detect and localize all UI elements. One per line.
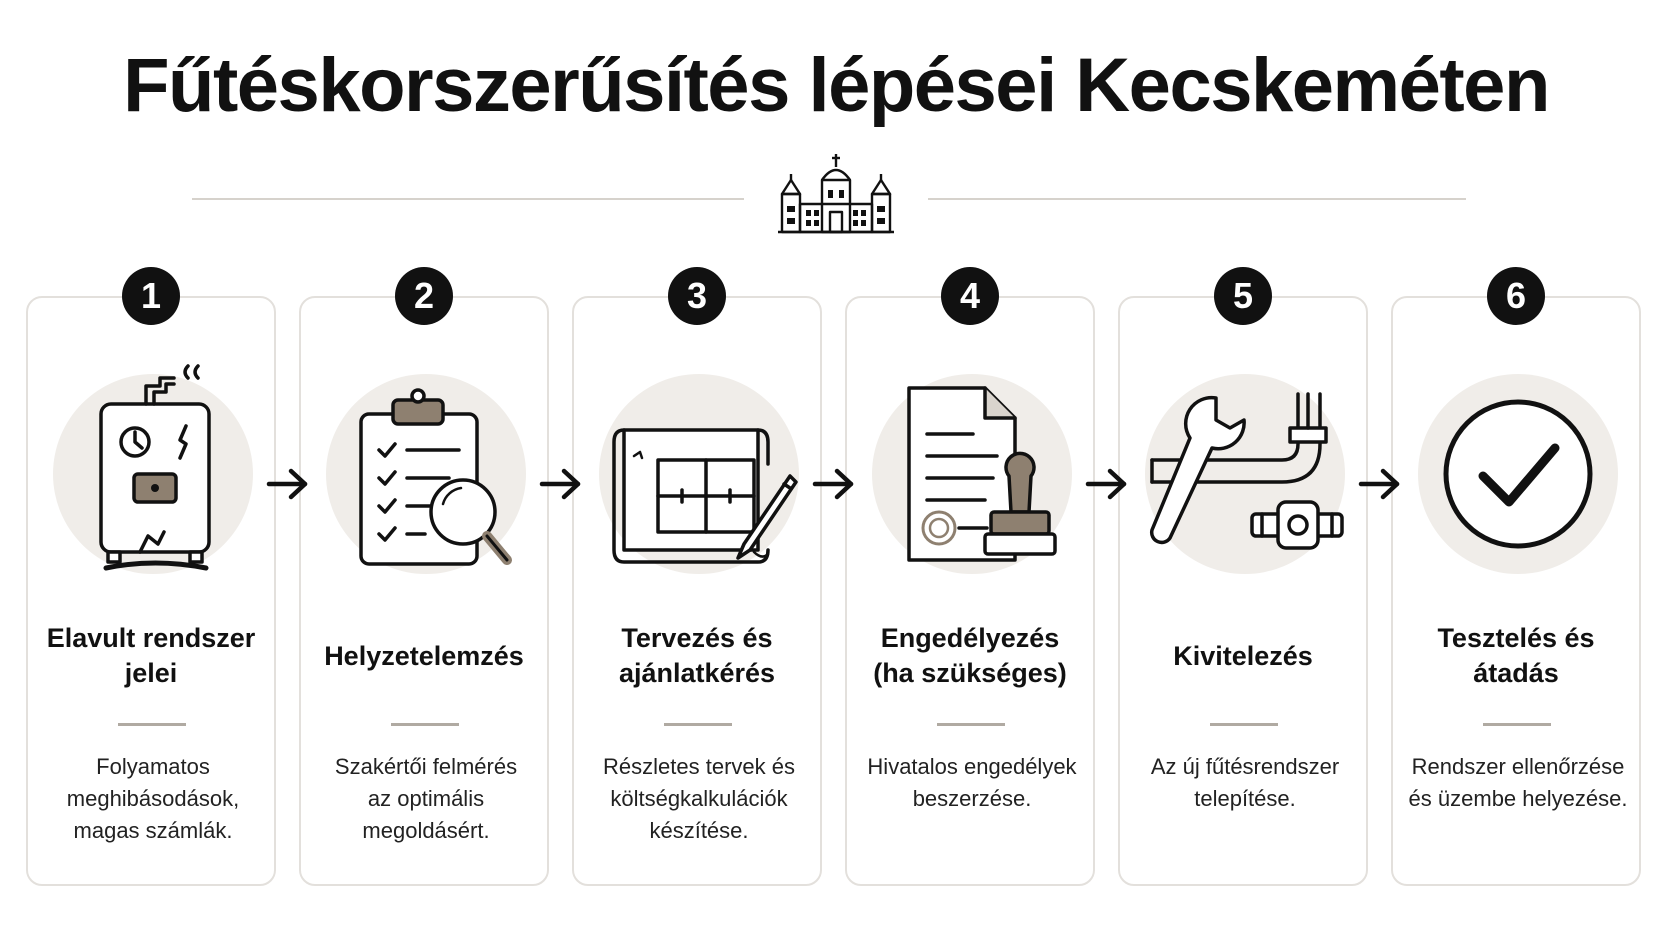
arrow-right-icon [1357,466,1403,502]
step-title: Elavult rendszer jelei [46,623,256,688]
check-circle-icon [1413,364,1623,584]
step-number-badge: 6 [1487,267,1545,325]
step-description: Szakértői felmérés az optimális megoldásért. [334,754,518,843]
blueprint-pen-icon [594,364,804,584]
page-title: Fűtéskorszerűsítés lépései Kecskeméten [123,43,1549,128]
step-title: Helyzetelemzés [324,640,524,671]
step-card-6 [1391,296,1641,886]
header-divider-left [192,198,744,200]
step-number-badge: 2 [395,267,453,325]
step-divider [1483,723,1551,726]
step-divider [664,723,732,726]
document-stamp-icon [867,364,1077,584]
step-title: Engedélyezés (ha szükséges) [873,623,1067,688]
header-divider-right [928,198,1466,200]
step-description: Hivatalos engedélyek beszerzése. [867,754,1077,811]
step-card-5 [1118,296,1368,886]
city-hall-icon [776,150,896,236]
step-number-badge: 5 [1214,267,1272,325]
step-description: Az új fűtésrendszer telepítése. [1150,754,1340,811]
step-number-badge: 4 [941,267,999,325]
step-divider [391,723,459,726]
step-card-2 [299,296,549,886]
step-number-badge: 3 [668,267,726,325]
old-boiler-icon [48,364,258,584]
step-card-3 [572,296,822,886]
step-divider [1210,723,1278,726]
step-description: Folyamatos meghibásodások, magas számlák. [66,754,240,843]
arrow-right-icon [1084,466,1130,502]
arrow-right-icon [538,466,584,502]
step-divider [937,723,1005,726]
step-description: Rendszer ellenőrzése és üzembe helyezése. [1408,754,1628,811]
step-divider [118,723,186,726]
step-title: Tesztelés és átadás [1437,623,1595,688]
step-title: Tervezés és ajánlatkérés [618,623,776,688]
clipboard-magnifier-icon [321,364,531,584]
step-title: Kivitelezés [1173,640,1313,671]
step-card-1 [26,296,276,886]
step-description: Részletes tervek és költségkalkulációk készítése. [603,754,795,843]
step-card-4 [845,296,1095,886]
wrench-pipe-icon [1140,364,1350,584]
arrow-right-icon [265,466,311,502]
arrow-right-icon [811,466,857,502]
step-number-badge: 1 [122,267,180,325]
